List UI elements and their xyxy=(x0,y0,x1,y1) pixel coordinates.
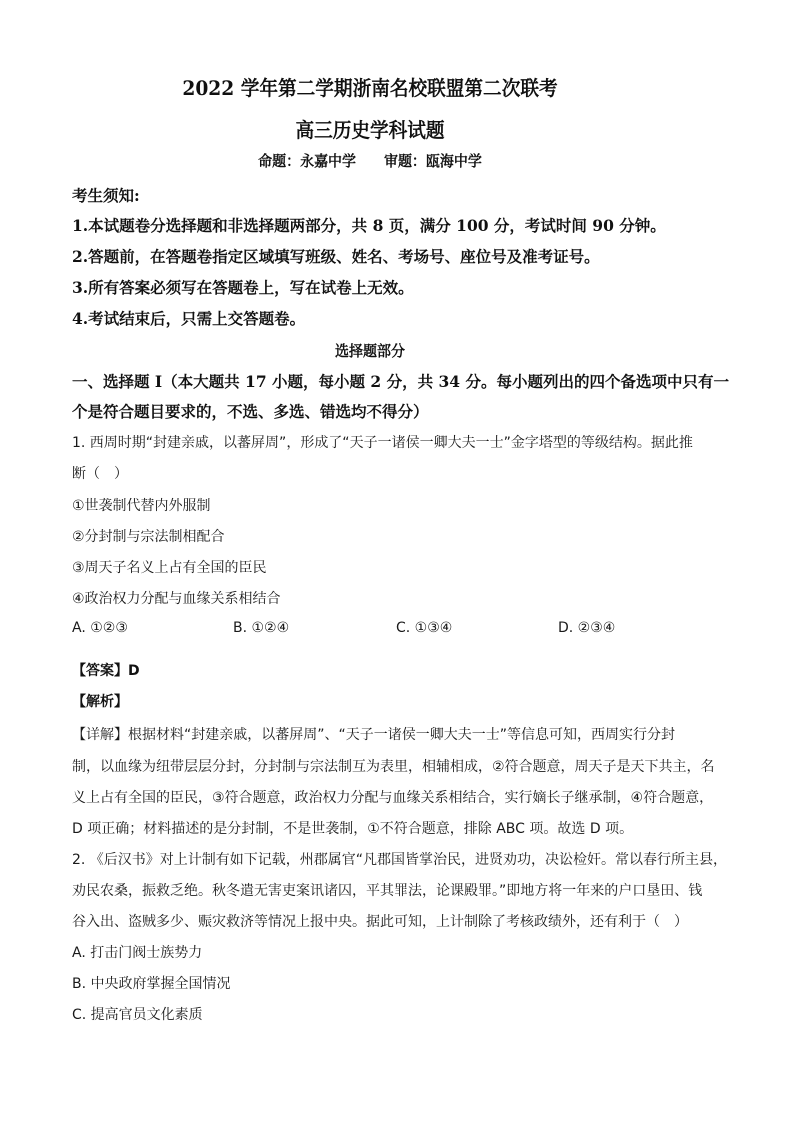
option-c: C. 提高官员文化素质 xyxy=(72,1007,203,1023)
analysis-line: 【详解】根据材料“封建亲戚，以蕃屏周”、“天子一诸侯一卿大夫一士”等信息可知，西周实行分封 xyxy=(72,727,676,743)
notice-item: 4.考试结束后，只需上交答题卷。 xyxy=(72,309,306,328)
option-b: B. ①②④ xyxy=(233,620,290,636)
question-statement: ④政治权力分配与血缘关系相结合 xyxy=(72,591,281,607)
analysis-line: D 项正确；材料描述的是分封制，不是世袭制，①不符合题意，排除 ABC 项。故选 D 项。 xyxy=(72,821,634,837)
analysis-label: 【解析】 xyxy=(72,694,128,710)
analysis-line: 制，以血缘为纽带层层分封，分封制与宗法制互为表里，相辅相成，②符合题意，周天子是天下共主，名 xyxy=(72,759,715,775)
analysis-line: 义上占有全国的臣民，③符合题意，政治权力分配与血缘关系相结合，实行嫡长子继承制，④符合题意， xyxy=(72,790,714,806)
question-stem-line: 谷入出、盗贼多少、赈灾救济等情况上报中央。据此可知，上计制除了考核政绩外，还有利于（ ） xyxy=(72,914,688,930)
exam-subject-title: 高三历史学科试题 xyxy=(295,118,445,142)
question-stem-line: 2. 《后汉书》对上计制有如下记载，州郡属官“凡郡国皆掌治民，进贤劝功，决讼检奸。常以春行所主县， xyxy=(72,852,728,868)
question-statement: ②分封制与宗法制相配合 xyxy=(72,529,225,545)
question-stem-line: 1. 西周时期“封建亲戚，以蕃屏周”，形成了“天子一诸侯一卿大夫一士”金字塔型的等级结构。据此推 xyxy=(72,435,693,451)
option-c: C. ①③④ xyxy=(396,620,453,636)
part-instructions-line: 一、选择题 I（本大题共 17 小题，每小题 2 分，共 34 分。每小题列出的四个备选项中只有一 xyxy=(72,372,729,391)
question-statement: ③周天子名义上占有全国的臣民 xyxy=(72,560,267,576)
question-statement: ①世袭制代替内外服制 xyxy=(72,498,211,514)
section-title: 选择题部分 xyxy=(335,342,405,360)
option-a: A. ①②③ xyxy=(72,620,128,636)
question-stem-line: 劝民农桑，振救乏绝。秋冬遣无害吏案讯诸囚，平其罪法，论课殿罪。”即地方将一年来的户口垦田、钱 xyxy=(72,883,703,899)
notice-heading: 考生须知: xyxy=(72,186,140,205)
option-b: B. 中央政府掌握全国情况 xyxy=(72,976,231,992)
option-d: D. ②③④ xyxy=(558,620,616,636)
notice-item: 3.所有答案必须写在答题卷上，写在试卷上无效。 xyxy=(72,278,414,297)
answer-label: 【答案】D xyxy=(72,663,140,679)
question-stem-line: 断（ ） xyxy=(72,466,128,482)
notice-item: 1.本试题卷分选择题和非选择题两部分，共 8 页，满分 100 分，考试时间 90 分钟。 xyxy=(72,216,666,235)
notice-item: 2.答题前，在答题卷指定区域填写班级、姓名、考场号、座位号及准考证号。 xyxy=(72,247,600,266)
part-instructions-line: 个是符合题目要求的，不选、多选、错选均不得分） xyxy=(72,402,429,421)
exam-authors: 命题：永嘉中学 审题：瓯海中学 xyxy=(258,152,482,170)
exam-title: 2022 学年第二学期浙南名校联盟第二次联考 xyxy=(182,76,558,100)
option-a: A. 打击门阀士族势力 xyxy=(72,945,203,961)
